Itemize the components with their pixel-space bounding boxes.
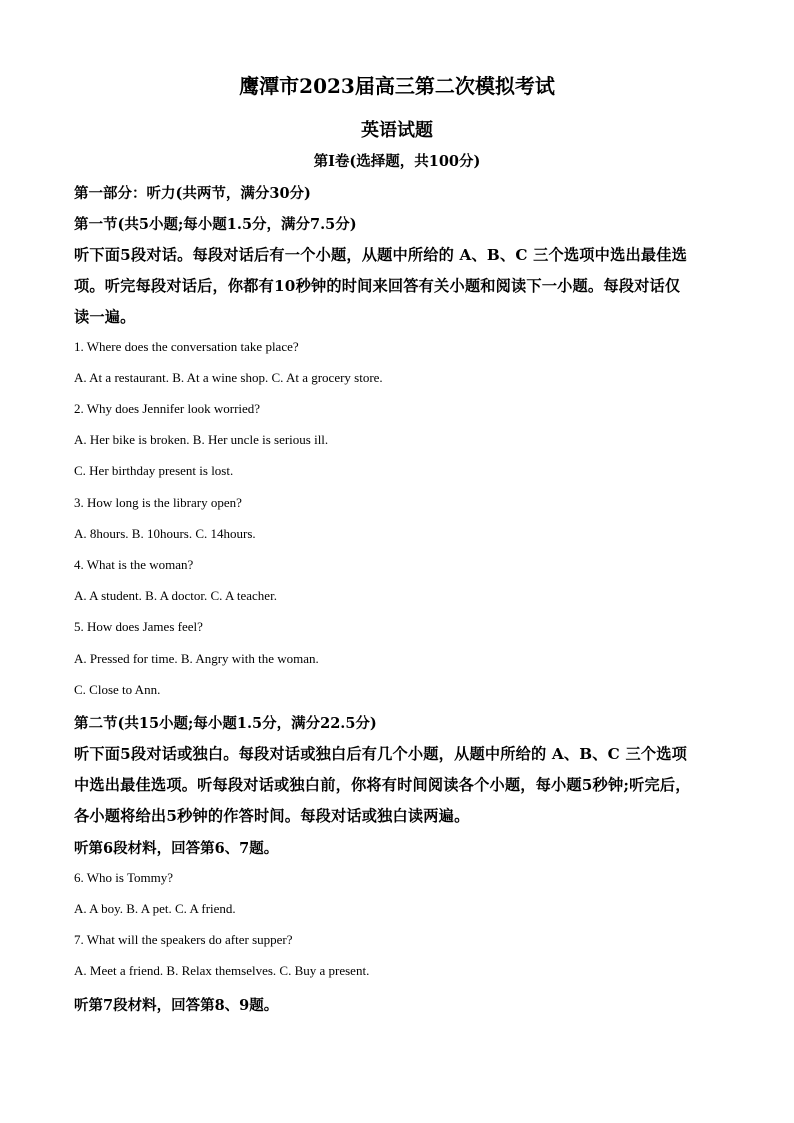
question-1: 1. Where does the conversation take place? bbox=[74, 339, 299, 354]
section1-instruction-line: 听下面5段对话。每段对话后有一个小题，从题中所给的 A、B、C 三个选项中选出最佳选 bbox=[74, 246, 688, 264]
question-4: 4. What is the woman? bbox=[74, 557, 194, 572]
question-3: 3. How long is the library open? bbox=[74, 495, 242, 510]
question-2: 2. Why does Jennifer look worried? bbox=[74, 401, 261, 416]
section1-instruction-line: 项。听完每段对话后，你都有10秒钟的时间来回答有关小题和阅读下一小题。每段对话仅 bbox=[74, 277, 681, 295]
section2-instruction-line: 中选出最佳选项。听每段对话或独白前，你将有时间阅读各个小题，每小题5秒钟;听完后， bbox=[74, 776, 691, 794]
section1-instruction-line: 读一遍。 bbox=[74, 308, 136, 326]
question-7: 7. What will the speakers do after supper? bbox=[74, 932, 293, 947]
exam-subtitle: 英语试题 bbox=[361, 120, 433, 141]
question-5-options: C. Close to Ann. bbox=[74, 682, 161, 697]
section2-instruction-line: 各小题将给出5秒钟的作答时间。每段对话或独白读两遍。 bbox=[74, 807, 470, 825]
question-5: 5. How does James feel? bbox=[74, 619, 203, 634]
part1-heading: 第一部分：听力(共两节，满分30分) bbox=[74, 185, 311, 202]
material-6-heading: 听第6段材料，回答第6、7题。 bbox=[74, 840, 279, 857]
material-7-heading: 听第7段材料，回答第8、9题。 bbox=[74, 997, 279, 1014]
exam-title: 鹰潭市2023届高三第二次模拟考试 bbox=[239, 74, 555, 98]
section2-instruction-line: 听下面5段对话或独白。每段对话或独白后有几个小题，从题中所给的 A、B、C 三个选项 bbox=[74, 745, 688, 763]
question-7-options: A. Meet a friend. B. Relax themselves. C. Buy a present. bbox=[74, 963, 370, 978]
volume-heading: 第Ⅰ卷(选择题，共100分) bbox=[313, 153, 481, 170]
question-6: 6. Who is Tommy? bbox=[74, 870, 173, 885]
question-2-options: C. Her birthday present is lost. bbox=[74, 463, 234, 478]
section1-heading: 第一节(共5小题;每小题1.5分，满分7.5分) bbox=[74, 216, 357, 233]
question-4-options: A. A student. B. A doctor. C. A teacher. bbox=[74, 588, 277, 603]
question-3-options: A. 8hours. B. 10hours. C. 14hours. bbox=[74, 526, 256, 541]
question-1-options: A. At a restaurant. B. At a wine shop. C. At a grocery store. bbox=[74, 370, 383, 385]
question-2-options: A. Her bike is broken. B. Her uncle is serious ill. bbox=[74, 432, 329, 447]
question-6-options: A. A boy. B. A pet. C. A friend. bbox=[74, 901, 236, 916]
section2-heading: 第二节(共15小题;每小题1.5分，满分22.5分) bbox=[74, 715, 377, 732]
question-5-options: A. Pressed for time. B. Angry with the woman. bbox=[74, 651, 319, 666]
